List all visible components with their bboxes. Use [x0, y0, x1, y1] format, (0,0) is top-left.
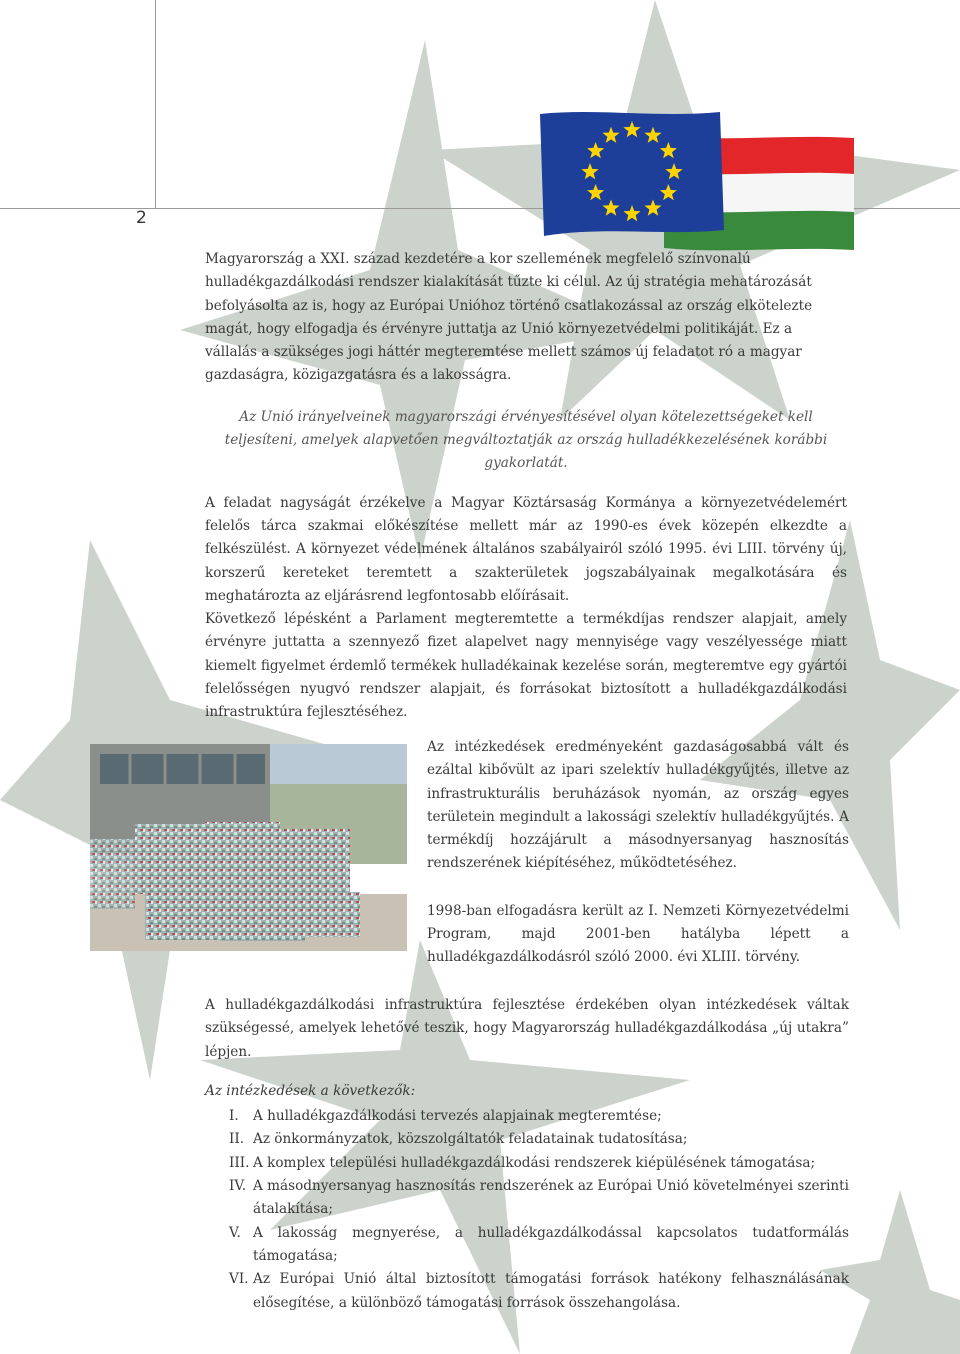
paragraph-results: Az intézkedések eredményeként gazdaságosabbá vált és ezáltal kibővült az ipari szelektív hulladékgyűjtés, illetve az infrastrukturális beruházások nyomán, az ország egyes területein megindult a lakossági szelektív hulladékgyűjtés. A termékdíj hozzájárult a másodnyersanyag hasznosítás rendszerének kiépítéséhez, működtetéséhez. [427, 739, 849, 872]
recycling-bales-photo [90, 744, 407, 951]
bale-back-left [90, 839, 135, 909]
bale-3 [280, 829, 350, 894]
measures-heading: Az intézkedések a következők: [205, 1082, 416, 1099]
list-item: VI. Az Európai Unió által biztosított támogatási források hatékony felhasználásának elősegítése, a különböző támogatási források összehangolása. [229, 1271, 849, 1311]
bale-5 [145, 892, 220, 940]
building-windows [100, 754, 265, 784]
flags-illustration [536, 108, 854, 254]
measures-list [229, 1105, 849, 1315]
list-item: I. A hulladékgazdálkodási tervezés alapjainak megteremtése; [229, 1108, 662, 1125]
page-number: 2 [136, 208, 147, 228]
eu-flag [540, 112, 724, 236]
paragraph-national-program: 1998-ban elfogadásra került az I. Nemzeti Környezetvédelmi Program, majd 2001-ben hatályba lépett a hulladékgazdálkodásról szóló 2000. évi XLIII. törvény. [427, 902, 849, 966]
recycling-bales-illustration [90, 744, 407, 951]
highlighted-quote: Az Unió irányelveinek magyarországi érvényesítésével olyan kötelezettségeket kell teljesíteni, amelyek alapvetően megváltoztatják az ország hulladékkezelésének korábbi gyakorlatát. [224, 408, 828, 472]
intro-paragraph: Magyarország a XXI. század kezdetére a kor szellemének megfelelő színvonalú hulladékgazdálkodási rendszer kialakítását tűzte ki célul. Az új stratégia mehatározását befolyásolta az is, hogy az Európai Unióhoz történő csatlakozással az ország elkötelezte magát, hogy elfogadja és érvényre juttatja az Unió környezetvédelmi politikáját. Ez a vállalás a szükséges jogi háttér megteremtése mellett számos új feladatot ró a magyar gazdaságra, közigazgatásra és a lakosságra. [205, 251, 813, 384]
paragraph-product-fee-system: Következő lépésként a Parlament megteremtette a termékdíjas rendszer alapjait, amely érvényre juttatta a szennyező fizet alapelvet nagy mennyisége vagy veszélyessége miatt kiemelt figyelmet érdemlő termékek hulladékainak kezelése során, megteremtve egy gyártói felelősségen nyugvó rendszer alapjait, és forrásokat biztosított a hulladékgazdálkodási infrastruktúra fejlesztéséhez. [205, 611, 847, 721]
list-item: V. A lakosság megnyerése, a hulladékgazdálkodással kapcsolatos tudatformálás támogatása; [229, 1224, 849, 1264]
header-vertical-rule [155, 0, 156, 208]
main-text-top [205, 248, 847, 725]
list-item: II. Az önkormányzatok, közszolgáltatók feladatainak tudatosítása; [229, 1131, 688, 1148]
right-text-column [427, 736, 849, 970]
bale-1 [135, 824, 205, 894]
paragraph-infrastructure: A hulladékgazdálkodási infrastruktúra fejlesztése érdekében olyan intézkedések váltak szükségessé, amelyek lehetővé teszik, hogy Magyarország hulladékgazdálkodása „új utakra” lépjen. [205, 997, 849, 1060]
paragraph-government-preparation: A feladat nagyságát érzékelve a Magyar Köztársaság Kormánya a környezetvédelemért felelős tárca szakmai előkészítése mellett már az 1990-es évek közepén elkezdte a felkészülést. A környezet védelmének általános szabályairól szóló 1995. évi LIII. törvény új, korszerű kereteket teremtett a szakterületek jogszabályainak megalkotására és meghatározta az eljárásrend legfontosabb előírásait. [205, 494, 847, 604]
bale-4 [220, 889, 305, 941]
bale-6 [305, 892, 360, 937]
list-item: III. A komplex települési hulladékgazdálkodási rendszerek kiépülésének támogatása; [229, 1154, 816, 1171]
main-text-bottom [205, 994, 849, 1315]
bale-2 [205, 822, 280, 894]
list-item: IV. A másodnyersanyag hasznosítás rendszerének az Európai Unió követelményei szerinti átalakítása; [229, 1178, 849, 1218]
